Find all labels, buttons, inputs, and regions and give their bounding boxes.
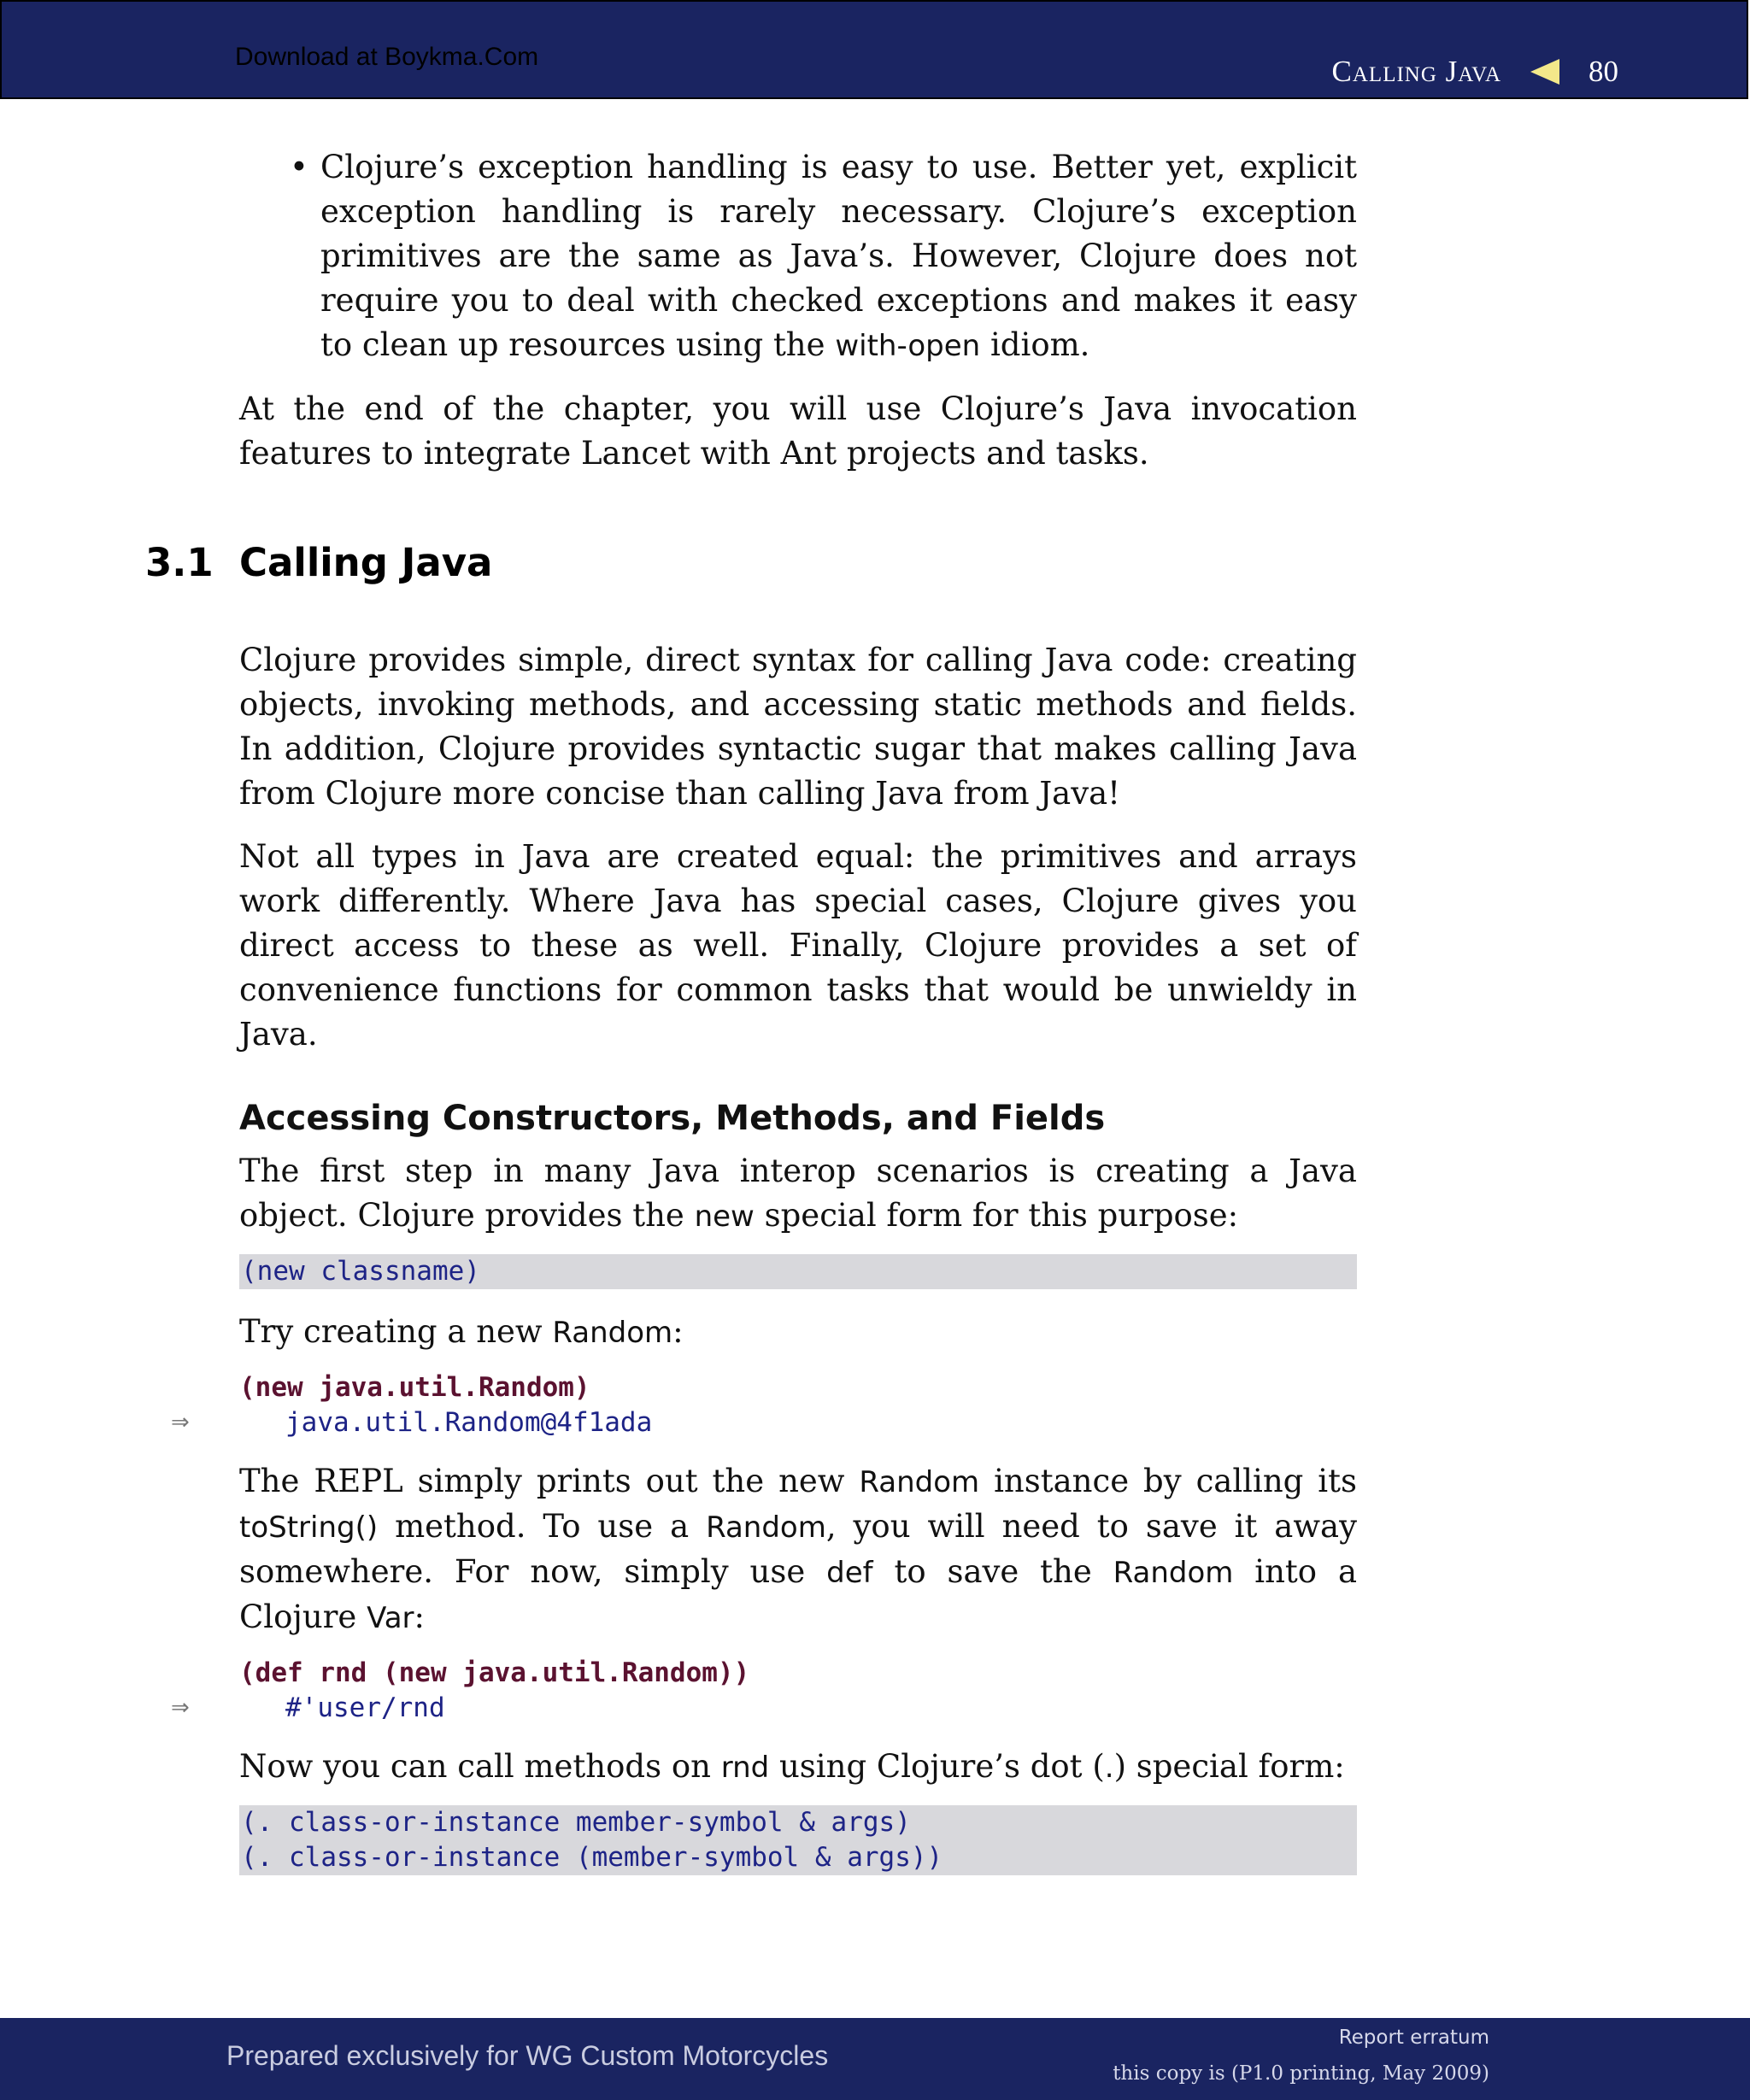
copy-info: this copy is (P1.0 printing, May 2009)	[1113, 2062, 1489, 2085]
paragraph-calling-java: Clojure provides simple, direct syntax for calling Java code: creating objects, invoking methods, and accessing static methods and fields. In addition, Clojure provides syntactic sugar that makes calling Java from Clojure more concise than calling Java from Java!	[239, 642, 1357, 812]
result-arrow-icon: ⇒	[171, 1410, 190, 1435]
intro-end-paragraph: At the end of the chapter, you will use Clojure’s Java invocation features to integrate Lancet with Ant projects and tasks.	[239, 390, 1357, 472]
repl-input: (new java.util.Random)	[239, 1372, 590, 1403]
repl-input: (def rnd (new java.util.Random))	[239, 1657, 750, 1688]
paragraph-repl-prints: The REPL simply prints out the new Random instance by calling its toString() method. To use a Random, you will need to save it away somewhere. For now, simply use def to save the Random into a Clojure Var:	[239, 1463, 1358, 1635]
paragraph-types: Not all types in Java are created equal: the primitives and arrays work differently. Where Java has special cases, Clojure gives you direct access to these as well. Finally, Clojure provides a set of convenience functions for common tasks that would be unwieldy in Java.	[239, 838, 1357, 1053]
inline-code: new	[694, 1200, 755, 1234]
page-number: 80	[1589, 55, 1618, 88]
repl-example-def	[171, 1656, 1357, 1726]
bullet-list	[290, 145, 1357, 368]
bullet-item: • Clojure’s exception handling is easy to use. Better yet, explicit exception handling is rarely necessary. Clojure’s exception primitives are the same as Java’s. However, Clojure does not require you to deal with checked exceptions and makes it easy to clean up resources using the with-open idiom.	[320, 145, 1357, 368]
report-erratum-link[interactable]: Report erratum	[1338, 2027, 1489, 2049]
previous-page-arrow-icon[interactable]	[1530, 59, 1559, 85]
page-header-bar	[0, 0, 1748, 99]
running-header	[1332, 55, 1618, 89]
bullet-dot-icon: •	[290, 149, 308, 185]
inline-code: with-open	[835, 329, 981, 363]
running-title: Calling Java	[1331, 55, 1501, 88]
paragraph-try-random: Try creating a new Random:	[239, 1313, 684, 1350]
section-number: 3.1	[145, 540, 214, 585]
code-block-dot: (. class-or-instance member-symbol & args) (. class-or-instance (member-symbol & args))	[239, 1805, 1357, 1875]
paragraph-dot-form: Now you can call methods on rnd using Clojure’s dot (.) special form:	[239, 1748, 1345, 1785]
code-block-new: (new classname)	[239, 1254, 1357, 1289]
inline-code: Random	[552, 1316, 673, 1350]
section-title: Calling Java	[239, 540, 493, 585]
page-footer-bar	[0, 2018, 1750, 2100]
repl-output: ⇒ #'user/rnd	[239, 1691, 1357, 1726]
repl-example-random	[171, 1370, 1357, 1440]
download-watermark: Download at Boykma.Com	[235, 43, 539, 71]
section-heading	[145, 540, 492, 585]
repl-output: ⇒ java.util.Random@4f1ada	[239, 1405, 1357, 1440]
prepared-for-text: Prepared exclusively for WG Custom Motorcycles	[226, 2040, 829, 2071]
paragraph-new-form: The first step in many Java interop scenarios is creating a Java object. Clojure provides the new special form for this purpose:	[239, 1153, 1357, 1234]
result-arrow-icon: ⇒	[171, 1695, 190, 1721]
subsection-heading: Accessing Constructors, Methods, and Fields	[239, 1099, 1106, 1138]
